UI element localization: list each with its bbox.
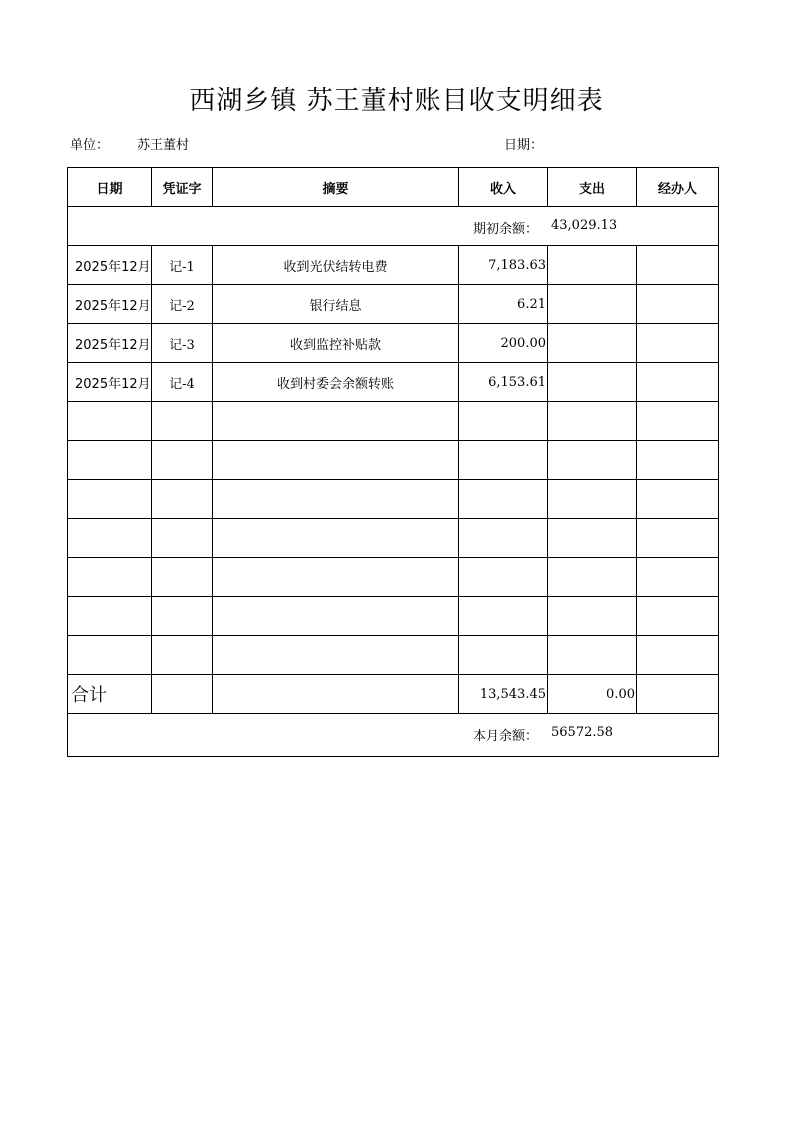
row-expense (548, 285, 637, 324)
total-expense: 0.00 (548, 675, 637, 714)
header-date: 日期 (68, 168, 152, 207)
row-expense (548, 402, 637, 441)
table-row (68, 441, 719, 480)
total-handler-cell (637, 675, 719, 714)
row-voucher (152, 636, 213, 675)
row-voucher: 记-1 (152, 246, 213, 285)
opening-balance-cell (68, 207, 719, 246)
row-expense (548, 246, 637, 285)
table-row (68, 597, 719, 636)
unit-label: 单位： (70, 138, 110, 153)
total-label: 合计 (68, 675, 152, 714)
row-expense (548, 480, 637, 519)
row-date (68, 636, 152, 675)
row-date (68, 402, 152, 441)
row-date (68, 519, 152, 558)
row-income: 6,153.61 (459, 363, 548, 402)
row-date: 2025年12月 (68, 285, 152, 324)
row-summary (213, 519, 459, 558)
row-summary (213, 597, 459, 636)
row-date (68, 558, 152, 597)
table-row (68, 324, 719, 363)
row-voucher: 记-3 (152, 324, 213, 363)
row-date (68, 597, 152, 636)
row-expense (548, 597, 637, 636)
row-date: 2025年12月 (68, 324, 152, 363)
row-income (459, 558, 548, 597)
row-voucher: 记-4 (152, 363, 213, 402)
row-expense (548, 519, 637, 558)
header-voucher: 凭证字 (152, 168, 213, 207)
table-row (68, 363, 719, 402)
row-income (459, 441, 548, 480)
table-row (68, 558, 719, 597)
page-title: 西湖乡镇 苏王董村账目收支明细表 (189, 86, 604, 116)
total-income: 13,543.45 (459, 675, 548, 714)
row-income: 7,183.63 (459, 246, 548, 285)
header-income: 收入 (459, 168, 548, 207)
unit-value: 苏王董村 (137, 138, 190, 153)
row-voucher (152, 519, 213, 558)
closing-balance-label: 本月余额： (473, 729, 539, 744)
row-handler (637, 558, 719, 597)
header-handler: 经办人 (637, 168, 719, 207)
table-row (68, 480, 719, 519)
row-summary (213, 441, 459, 480)
row-handler (637, 597, 719, 636)
opening-balance-label: 期初余额： (473, 222, 539, 237)
row-expense (548, 363, 637, 402)
row-handler (637, 324, 719, 363)
row-income (459, 402, 548, 441)
header-summary: 摘要 (213, 168, 459, 207)
row-voucher (152, 441, 213, 480)
row-date: 2025年12月 (68, 363, 152, 402)
closing-balance-cell (68, 714, 719, 757)
row-handler (637, 480, 719, 519)
total-summary-cell (213, 675, 459, 714)
row-income (459, 519, 548, 558)
row-handler (637, 519, 719, 558)
row-handler (637, 636, 719, 675)
row-income: 200.00 (459, 324, 548, 363)
opening-balance-value: 43,029.13 (551, 218, 618, 233)
closing-balance-row (68, 714, 719, 757)
row-handler (637, 363, 719, 402)
row-income (459, 480, 548, 519)
row-date: 2025年12月 (68, 246, 152, 285)
row-expense (548, 324, 637, 363)
closing-balance-value: 56572.58 (551, 725, 614, 740)
row-date (68, 441, 152, 480)
table-row (68, 285, 719, 324)
row-voucher (152, 597, 213, 636)
row-voucher: 记-2 (152, 285, 213, 324)
row-summary (213, 480, 459, 519)
row-expense (548, 441, 637, 480)
total-voucher-cell (152, 675, 213, 714)
row-handler (637, 285, 719, 324)
row-summary (213, 558, 459, 597)
table-row (68, 519, 719, 558)
row-voucher (152, 558, 213, 597)
row-expense (548, 636, 637, 675)
row-voucher (152, 402, 213, 441)
row-summary: 收到光伏结转电费 (213, 246, 459, 285)
table-row (68, 402, 719, 441)
row-handler (637, 246, 719, 285)
row-income (459, 597, 548, 636)
header-row (68, 168, 719, 207)
opening-balance-row (68, 207, 719, 246)
row-expense (548, 558, 637, 597)
row-voucher (152, 480, 213, 519)
row-summary (213, 636, 459, 675)
table-row (68, 636, 719, 675)
row-income: 6.21 (459, 285, 548, 324)
ledger-table (67, 167, 719, 757)
row-summary: 银行结息 (213, 285, 459, 324)
row-income (459, 636, 548, 675)
row-handler (637, 402, 719, 441)
total-row (68, 675, 719, 714)
row-handler (637, 441, 719, 480)
header-expense: 支出 (548, 168, 637, 207)
row-summary: 收到村委会余额转账 (213, 363, 459, 402)
row-summary (213, 402, 459, 441)
row-date (68, 480, 152, 519)
table-row (68, 246, 719, 285)
row-summary: 收到监控补贴款 (213, 324, 459, 363)
date-label: 日期： (504, 138, 544, 153)
